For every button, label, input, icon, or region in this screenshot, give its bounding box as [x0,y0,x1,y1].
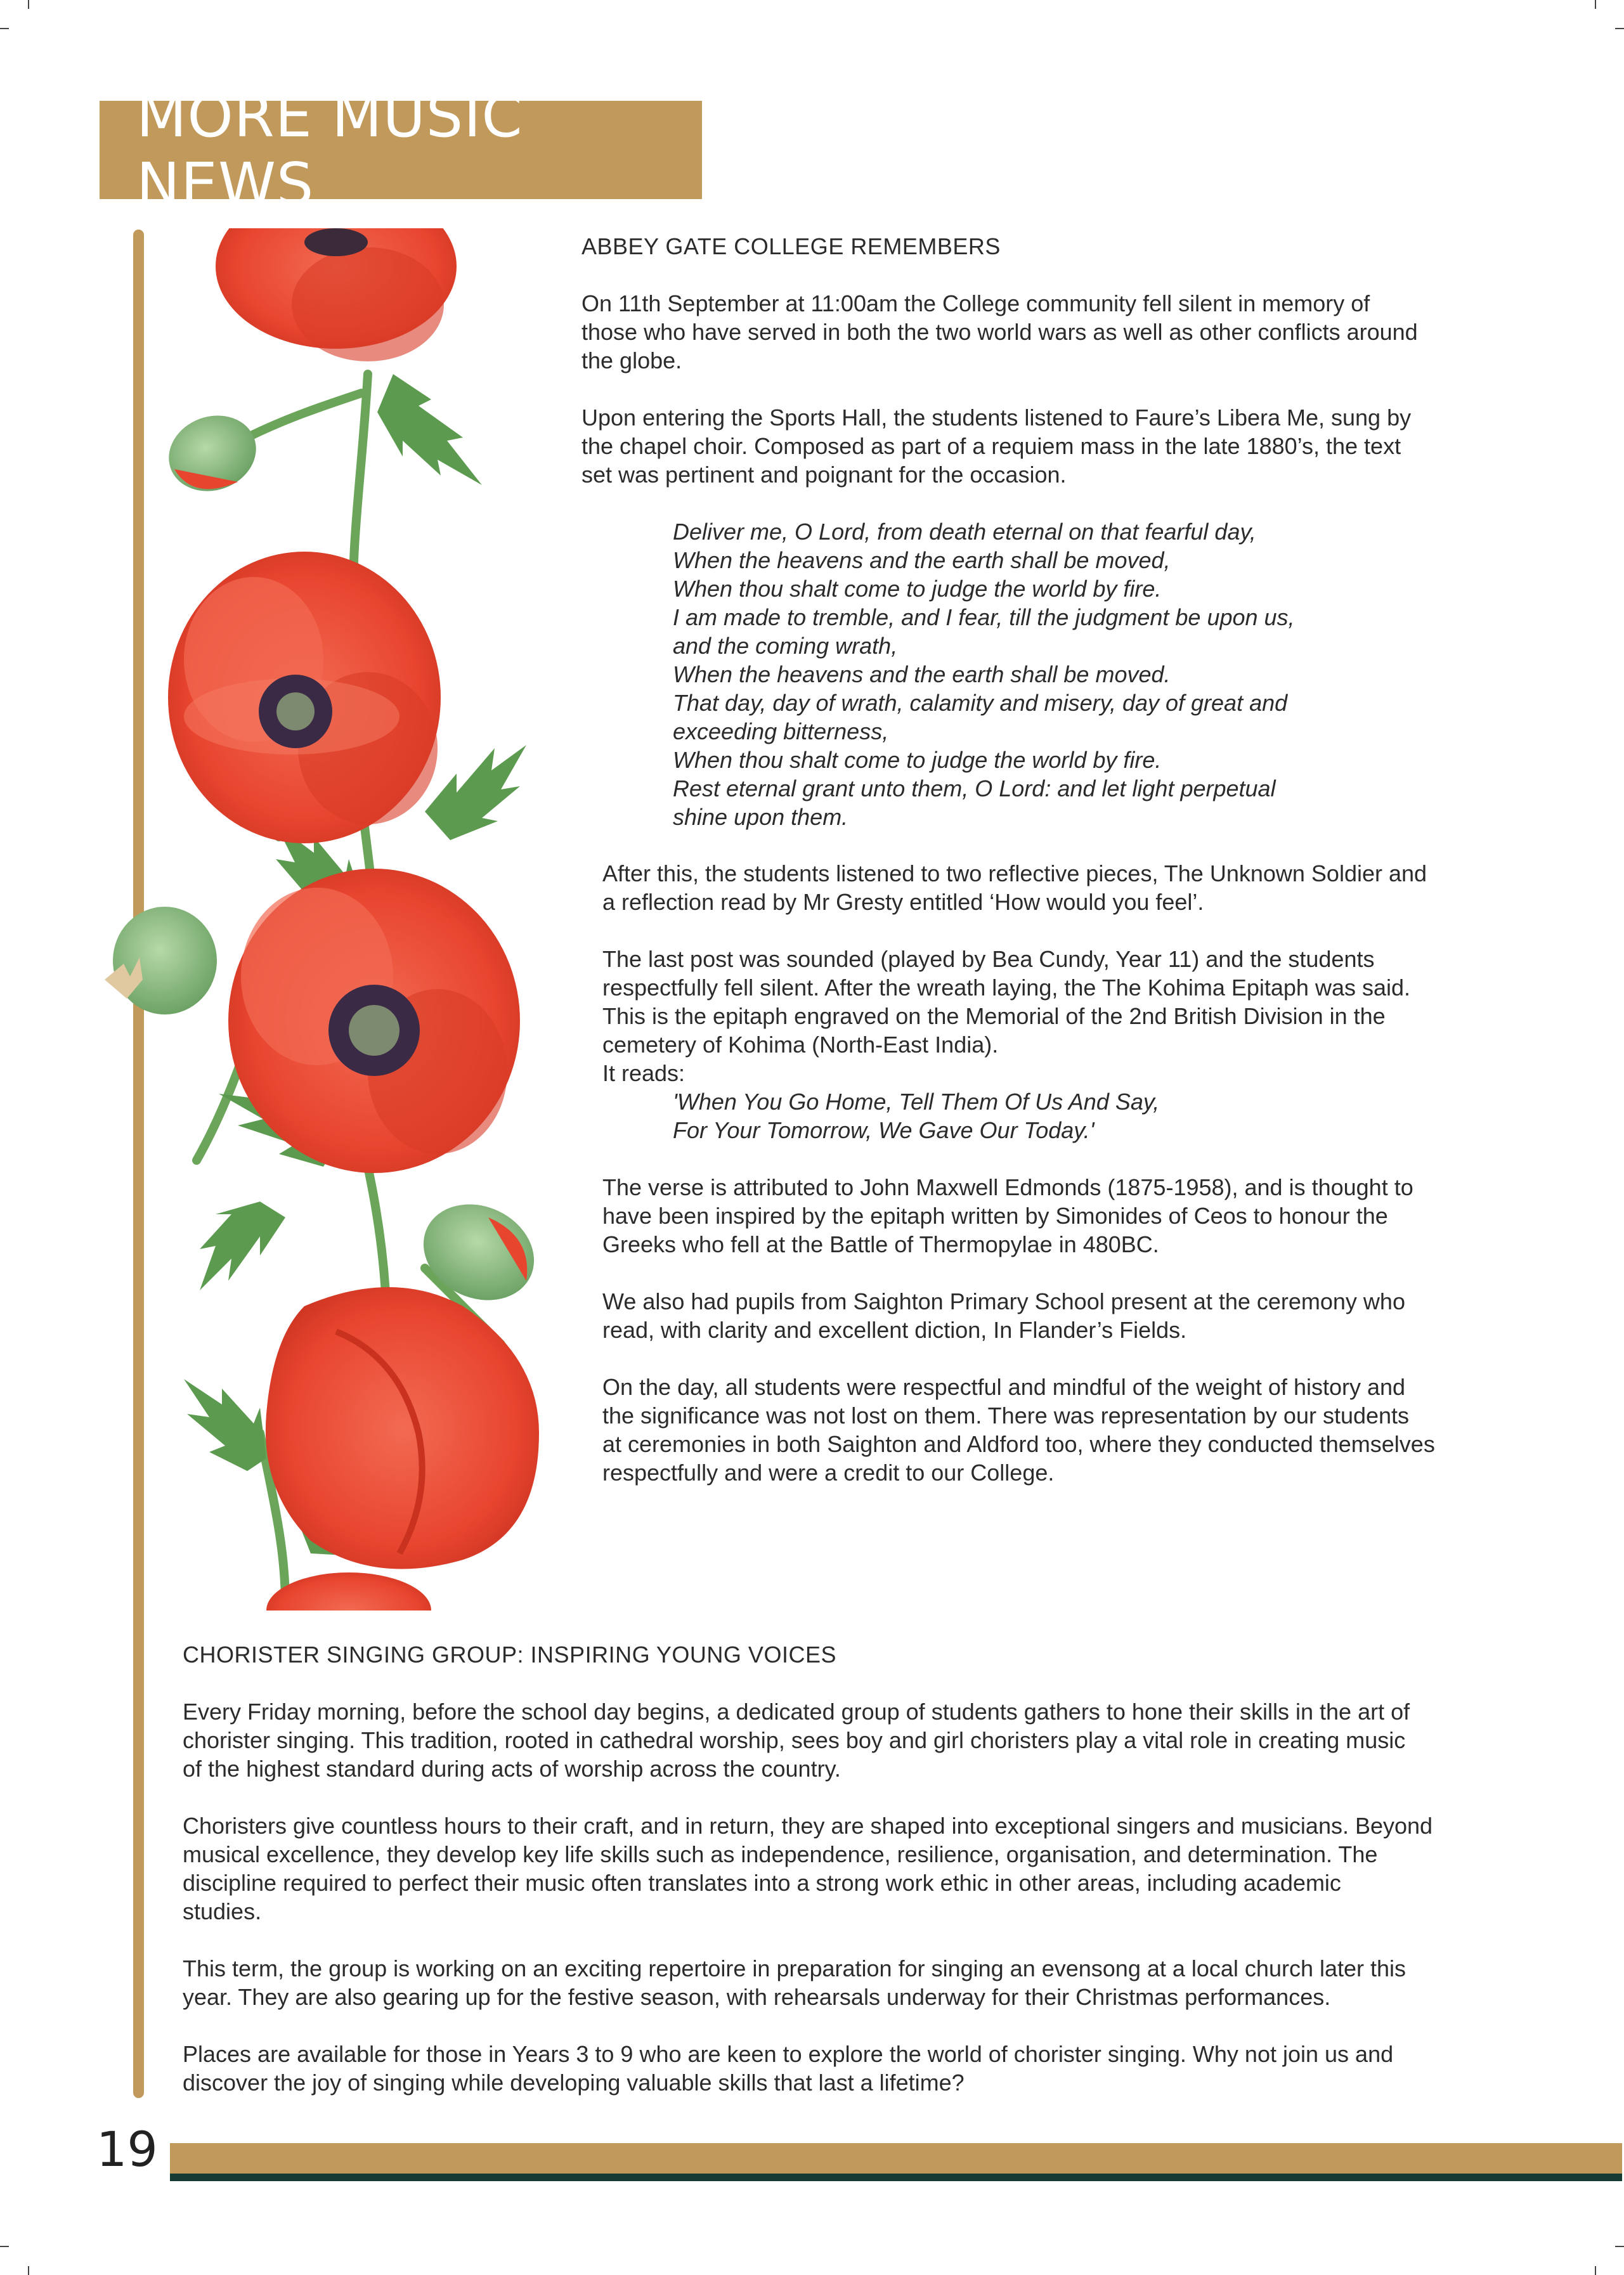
crop-mark [1595,2266,1596,2275]
text-line: discipline required to perfect their music often translates into a strong work ethic in other areas, including academic [183,1870,1341,1896]
footer-gold-band [170,2143,1622,2174]
verse-line: When the heavens and the earth shall be moved, [673,547,1171,573]
text-line: have been inspired by the epitaph written by Simonides of Ceos to honour the [602,1203,1388,1229]
libera-me-verse [673,517,1295,831]
article-paragraph [183,1697,1410,1783]
verse-line: When thou shalt come to judge the world by fire. [673,747,1162,773]
article-paragraph [581,289,1418,375]
text-line: We also had pupils from Saighton Primary School present at the ceremony who [602,1288,1405,1314]
crop-mark [1595,0,1596,9]
verse-line: exceeding bitterness, [673,718,889,744]
page-title: MORE MUSIC NEWS [136,82,523,218]
text-line: This is the epitaph engraved on the Memorial of the 2nd British Division in the [602,1003,1386,1029]
text-line: Every Friday morning, before the school day begins, a dedicated group of students gathers to hone their skills in the art of [183,1699,1410,1725]
text-line: On 11th September at 11:00am the College community fell silent in memory of [581,290,1370,316]
text-line: chorister singing. This tradition, rooted in cathedral worship, sees boy and girl choristers play a vital role in creating music [183,1727,1406,1753]
poppy-flower [228,869,520,1173]
crop-mark [28,0,29,9]
article-paragraph [602,1373,1435,1487]
text-line: discover the joy of singing while developing valuable skills that last a lifetime? [183,2070,965,2096]
text-line: On the day, all students were respectful and mindful of the weight of history and [602,1374,1406,1400]
text-line: a reflection read by Mr Gresty entitled ‘How would you feel’. [602,889,1204,915]
article-heading: ABBEY GATE COLLEGE REMEMBERS [581,233,1001,259]
verse-line: When the heavens and the earth shall be moved. [673,661,1171,687]
poppy-seed-pod [105,907,217,1014]
text-line: It reads: [602,1060,685,1086]
poppy-flower [266,1287,539,1569]
article-paragraph [602,1173,1413,1259]
crop-mark [1615,2246,1624,2247]
verse-line: I am made to tremble, and I fear, till the judgment be upon us, [673,604,1295,630]
text-line: cemetery of Kohima (North-East India). [602,1032,999,1058]
text-line: respectfully and were a credit to our College. [602,1460,1055,1486]
text-line: Choristers give countless hours to their craft, and in return, they are shaped into exceptional singers and musicians. Beyond [183,1813,1433,1839]
verse-line: For Your Tomorrow, We Gave Our Today.' [673,1117,1095,1143]
verse-line: Rest eternal grant unto them, O Lord: and let light perpetual [673,775,1276,801]
crop-mark [1615,28,1624,29]
article-heading: CHORISTER SINGING GROUP: INSPIRING YOUNG VOICES [183,1642,836,1668]
text-line: year. They are also gearing up for the festive season, with rehearsals underway for their Christmas performances. [183,1984,1331,2010]
text-line: read, with clarity and excellent diction, In Flander’s Fields. [602,1317,1187,1343]
poppy-flower [168,552,441,843]
text-line: After this, the students listened to two reflective pieces, The Unknown Soldier and [602,860,1427,886]
section-header [100,82,702,218]
text-line: at ceremonies in both Saighton and Aldford too, where they conducted themselves [602,1431,1435,1457]
article-paragraph [183,1954,1406,2011]
text-line: The last post was sounded (played by Bea Cundy, Year 11) and the students [602,946,1375,972]
article-paragraph [183,2040,1393,2097]
poppy-bud [158,404,266,503]
text-line: set was pertinent and poignant for the occasion. [581,462,1067,488]
text-line: This term, the group is working on an exciting repertoire in preparation for singing an evensong at a local church later this [183,1955,1406,1981]
article-paragraph [602,1287,1405,1344]
verse-line: Deliver me, O Lord, from death eternal on that fearful day, [673,519,1256,545]
article-paragraph [183,1812,1432,1926]
text-line: respectfully fell silent. After the wreath laying, the The Kohima Epitaph was said. [602,975,1411,1001]
text-line: studies. [183,1898,262,1924]
poppy-flower [266,1572,431,1611]
verse-line: 'When You Go Home, Tell Them Of Us And Say, [673,1089,1160,1115]
crop-mark [0,28,9,29]
text-line: musical excellence, they develop key life skills such as independence, resilience, organisation, and determination. The [183,1841,1378,1867]
verse-line: shine upon them. [673,804,848,830]
crop-mark [0,2246,9,2247]
poppy-illustration [95,228,564,1611]
text-line: Places are available for those in Years 3 to 9 who are keen to explore the world of chorister singing. Why not join us and [183,2041,1394,2067]
text-line: of the highest standard during acts of worship across the country. [183,1756,841,1782]
text-line: Greeks who fell at the Battle of Thermopylae in 480BC. [602,1231,1159,1257]
verse-line: When thou shalt come to judge the world by fire. [673,576,1162,602]
text-line: the significance was not lost on them. There was representation by our students [602,1403,1410,1429]
verse-line: and the coming wrath, [673,633,898,659]
text-line: the globe. [581,347,682,373]
poppy-flower [216,228,457,361]
article-paragraph [581,403,1411,489]
text-line: the chapel choir. Composed as part of a requiem mass in the late 1880’s, the text [581,433,1401,459]
text-line: Upon entering the Sports Hall, the students listened to Faure’s Libera Me, sung by [581,405,1412,431]
text-line: The verse is attributed to John Maxwell Edmonds (1875-1958), and is thought to [602,1174,1413,1200]
text-line: those who have served in both the two world wars as well as other conflicts around [581,319,1418,345]
crop-mark [28,2266,29,2275]
footer-green-band [170,2174,1622,2181]
article-paragraph [602,945,1410,1087]
verse-line: That day, day of wrath, calamity and misery, day of great and [673,690,1288,716]
page-number: 19 [96,2121,158,2177]
kohima-epitaph [673,1087,1159,1144]
article-paragraph [602,859,1427,916]
